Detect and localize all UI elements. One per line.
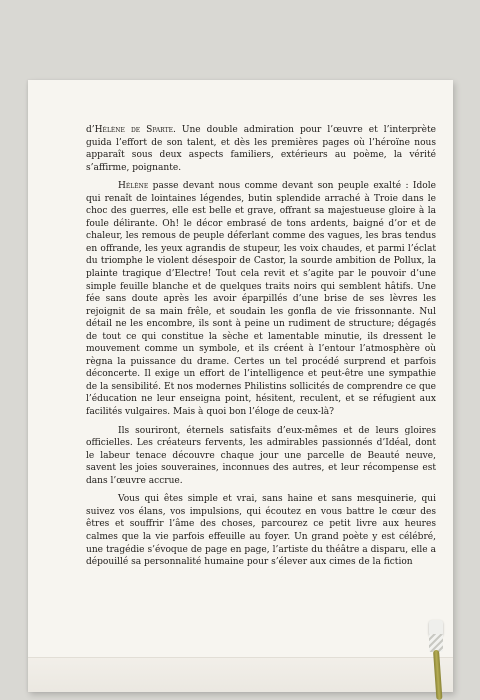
- paragraph-1-pre: d’: [86, 125, 95, 135]
- paragraph-1-text: . Une double admiration pour l’œuvre et l’interprète guida l’effort de son talent, et dès les premières pages où l’héroïne nous apparaît sous deux aspects familiers, extérieurs au poème, la vérité s’affirme, poignante.: [86, 125, 436, 173]
- bookmark-ribbon: [425, 620, 447, 700]
- paragraph-1-title-smallcaps: Hélène de Sparte: [94, 125, 173, 135]
- paragraph-3-text: Ils souriront, éternels satisfaits d’eux-mêmes et de leurs gloires officielles. Les créateurs fervents, les admirables passionnés d’Idéal, dont le labeur tenace découvre chaque jour une parcelle de Beauté neuve, savent les joies souveraines, inconnues des autres, et leur récompense est dans l’œuvre accrue.: [86, 425, 436, 486]
- page-text: [86, 124, 436, 575]
- paragraph-2: [86, 180, 436, 418]
- paragraph-4-text: Vous qui êtes simple et vrai, sans haine et sans mesquinerie, qui suivez vos élans, vos impulsions, qui écoutez en vous battre le cœur des êtres et souffrir l’âme des choses, parcourez ce petit livre aux heures calmes que la vie parfois effeuille au foyer. Un grand poète y est célébré, une tragédie s’évoque de page en page, l’artiste du théâtre a disparu, elle a dépouillé sa personnalité humaine pour s’élever aux cimes de la fiction: [86, 494, 436, 568]
- ribbon-cord: [433, 650, 442, 700]
- book-page: [28, 80, 453, 692]
- paragraph-1: [86, 124, 436, 174]
- paragraph-2-lead-smallcaps: Hélène: [118, 181, 149, 192]
- paragraph-2-text: passe devant nous comme devant son peuple exalté : Idole qui renaît de lointaines légendes, butin splendide arraché à Troie dans le choc des guerres, elle est belle et grave, offrant sa majestueuse gloire à la foule délirante. Oh! le décor embrasé de tons ardents, baigné d’or et de chaleur, les remous de peuple déferlant comme des vagues, les bras tendus en offrande, les yeux agrandis de stupeur, les voix chaudes, et parmi l’éclat du triomphe le violent désespoir de Castor, la sourde ambition de Pollux, la plainte tragique d’Electre! Tout cela revit et s’agite par le pouvoir d’une simple feuille blanche et de quelques traits noirs qui semblent hâtifs. Une fée sans doute après les avoir éparpillés d’une brise de ses lèvres les rejoignit de sa main frêle, et soudain les gonfla de vie frissonnante. Nul détail ne les encombre, ils sont à peine un rudiment de structure; dégagés de tout ce qui constitue la sèche et lamentable minutie, ils dressent le mouvement comme un symbole, et ils créent à l’entour l’atmosphère où règna la puissance du drame. Certes un tel procédé surprend et parfois déconcerte. Il exige un effort de l’intelligence et peut-être une sympathie de la sensibilité. Et nos modernes Philistins sollicités de comprendre ce que l’éducation ne leur enseigna point, hésitent, reculent, et se réfugient aux facilités vulgaires. Mais à quoi bon l’éloge de ceux-là?: [86, 181, 436, 418]
- paragraph-3: [86, 425, 436, 488]
- paragraph-4: [86, 493, 436, 568]
- page-bottom-edge: [28, 657, 453, 692]
